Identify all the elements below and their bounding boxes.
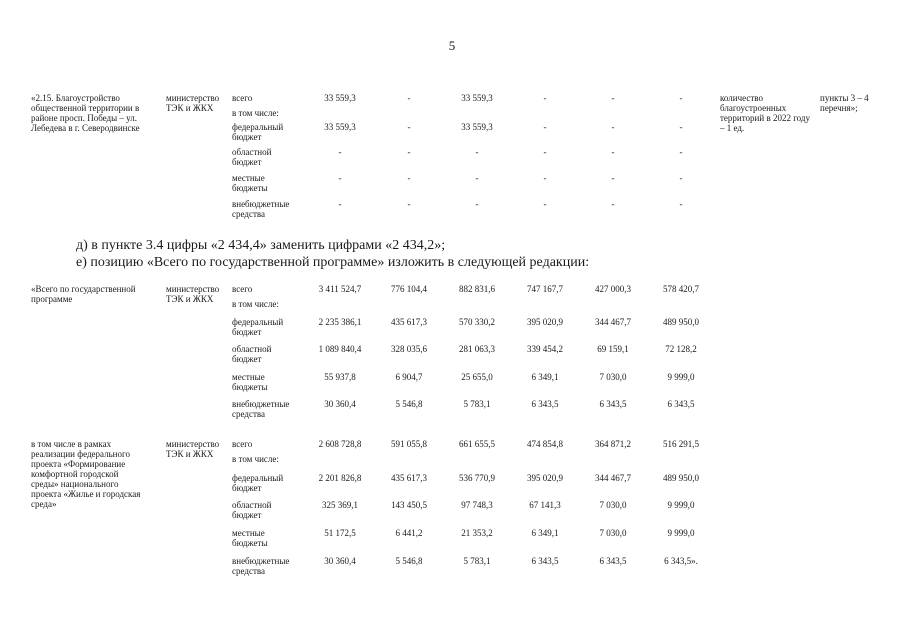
- page-number: 5: [448, 38, 456, 53]
- value-cell: 1 089 840,4: [318, 344, 362, 354]
- value-cell: 6 904,7: [395, 372, 423, 382]
- value-cell: -: [543, 147, 547, 157]
- value-cell: 5 783,1: [463, 399, 491, 409]
- funding-source: федеральный бюджет: [232, 473, 284, 493]
- table-row: [0, 556, 905, 576]
- value-cell: -: [475, 147, 479, 157]
- value-cell: 7 030,0: [599, 500, 627, 510]
- value-cell: 6 343,5: [599, 556, 627, 566]
- value-cell: 339 454,2: [527, 344, 563, 354]
- value-cell: 7 030,0: [599, 528, 627, 538]
- value-cell: 882 831,6: [459, 284, 495, 294]
- value-cell: 67 141,3: [529, 500, 561, 510]
- value-cell: -: [543, 93, 547, 103]
- value-cell: 435 617,3: [391, 317, 427, 327]
- table-row: [0, 399, 905, 419]
- funding-source: областной бюджет: [232, 344, 272, 364]
- value-cell: -: [407, 199, 411, 209]
- value-cell: 344 467,7: [595, 473, 631, 483]
- value-cell: 97 748,3: [461, 500, 493, 510]
- value-cell: -: [679, 199, 683, 209]
- value-cell: 30 360,4: [324, 556, 356, 566]
- table-row: [0, 199, 905, 219]
- value-cell: 51 172,5: [324, 528, 356, 538]
- funding-source: федеральный бюджет: [232, 317, 284, 337]
- value-cell: 6 349,1: [531, 372, 559, 382]
- position-name: «Всего по государственной программе: [31, 284, 136, 304]
- table-row: [0, 299, 905, 319]
- value-cell: 9 999,0: [667, 500, 695, 510]
- value-cell: 6 343,5».: [664, 556, 698, 566]
- value-cell: -: [611, 122, 615, 132]
- value-cell: 591 055,8: [391, 439, 427, 449]
- value-cell: 427 000,3: [595, 284, 631, 294]
- funding-source: местные бюджеты: [232, 173, 268, 193]
- value-cell: 9 999,0: [667, 528, 695, 538]
- funding-source: областной бюджет: [232, 147, 272, 167]
- value-cell: 395 020,9: [527, 473, 563, 483]
- value-cell: 776 104,4: [391, 284, 427, 294]
- funding-source: всего: [232, 439, 253, 449]
- table-row: [0, 317, 905, 337]
- value-cell: 9 999,0: [667, 372, 695, 382]
- value-cell: -: [338, 173, 342, 183]
- value-cell: -: [679, 93, 683, 103]
- value-cell: 69 159,1: [597, 344, 629, 354]
- table-row: [0, 454, 905, 474]
- value-cell: 72 128,2: [665, 344, 697, 354]
- value-cell: -: [543, 173, 547, 183]
- project-name: «2.15. Благоустройство общественной территории в районе просп. Победы – ул. Лебедева в г. Северодвинске: [31, 93, 140, 133]
- value-cell: -: [338, 199, 342, 209]
- value-cell: 6 343,5: [667, 399, 695, 409]
- value-cell: 435 617,3: [391, 473, 427, 483]
- value-cell: -: [475, 173, 479, 183]
- value-cell: 6 343,5: [531, 399, 559, 409]
- value-cell: 364 871,2: [595, 439, 631, 449]
- table-row: [0, 500, 905, 520]
- paragraph-e: е) позицию «Всего по государственной программе» изложить в следующей редакции:: [76, 255, 590, 270]
- value-cell: 2 608 728,8: [318, 439, 362, 449]
- table-row: [0, 173, 905, 193]
- value-cell: 489 950,0: [663, 473, 699, 483]
- value-cell: 536 770,9: [459, 473, 495, 483]
- value-cell: 55 937,8: [324, 372, 356, 382]
- value-cell: -: [611, 173, 615, 183]
- funding-source: внебюджетные средства: [232, 399, 290, 419]
- value-cell: 6 441,2: [395, 528, 423, 538]
- value-cell: 281 063,3: [459, 344, 495, 354]
- value-cell: -: [543, 199, 547, 209]
- result-indicator: количество благоустроенных территорий в 2022 году – 1 ед.: [720, 93, 810, 133]
- value-cell: 3 411 524,7: [318, 284, 362, 294]
- reference-points: пункты 3 – 4 перечня»;: [820, 93, 869, 113]
- value-cell: 5 546,8: [395, 399, 423, 409]
- value-cell: 2 201 826,8: [318, 473, 362, 483]
- funding-source: в том числе:: [232, 108, 279, 118]
- value-cell: 747 167,7: [527, 284, 563, 294]
- funding-source: внебюджетные средства: [232, 199, 290, 219]
- funding-source: областной бюджет: [232, 500, 272, 520]
- value-cell: -: [611, 199, 615, 209]
- value-cell: 33 559,3: [324, 93, 356, 103]
- value-cell: 30 360,4: [324, 399, 356, 409]
- value-cell: 325 369,1: [322, 500, 358, 510]
- value-cell: 2 235 386,1: [318, 317, 362, 327]
- funding-source: местные бюджеты: [232, 372, 268, 392]
- value-cell: 143 450,5: [391, 500, 427, 510]
- value-cell: -: [407, 147, 411, 157]
- value-cell: 6 343,5: [531, 556, 559, 566]
- value-cell: 5 783,1: [463, 556, 491, 566]
- value-cell: 33 559,3: [461, 122, 493, 132]
- funding-source: федеральный бюджет: [232, 122, 284, 142]
- table-row: [0, 122, 905, 142]
- value-cell: 578 420,7: [663, 284, 699, 294]
- value-cell: -: [611, 93, 615, 103]
- value-cell: 489 950,0: [663, 317, 699, 327]
- value-cell: 516 291,5: [663, 439, 699, 449]
- value-cell: -: [338, 147, 342, 157]
- table-row: [0, 147, 905, 167]
- value-cell: 395 020,9: [527, 317, 563, 327]
- funding-source: местные бюджеты: [232, 528, 268, 548]
- value-cell: 21 353,2: [461, 528, 493, 538]
- funding-source: в том числе:: [232, 454, 279, 464]
- executor-label: министерство ТЭК и ЖКХ: [166, 439, 220, 459]
- value-cell: -: [407, 93, 411, 103]
- value-cell: 6 343,5: [599, 399, 627, 409]
- funding-source: в том числе:: [232, 299, 279, 309]
- funding-source: всего: [232, 93, 253, 103]
- value-cell: -: [679, 122, 683, 132]
- value-cell: -: [475, 199, 479, 209]
- value-cell: 344 467,7: [595, 317, 631, 327]
- executor-label: министерство ТЭК и ЖКХ: [166, 284, 220, 304]
- value-cell: -: [679, 173, 683, 183]
- value-cell: 661 655,5: [459, 439, 495, 449]
- value-cell: 474 854,8: [527, 439, 563, 449]
- paragraph-d: д) в пункте 3.4 цифры «2 434,4» заменить цифрами «2 434,2»;: [76, 238, 446, 253]
- value-cell: 570 330,2: [459, 317, 495, 327]
- value-cell: 5 546,8: [395, 556, 423, 566]
- value-cell: -: [407, 173, 411, 183]
- value-cell: 33 559,3: [461, 93, 493, 103]
- position-name: в том числе в рамках реализации федерального проекта «Формирование комфортной городской среды» национального проекта «Жилье и городская среда»: [31, 439, 141, 509]
- table-row: [0, 344, 905, 364]
- executor-label: министерство ТЭК и ЖКХ: [166, 93, 220, 113]
- table-row: [0, 372, 905, 392]
- funding-source: внебюджетные средства: [232, 556, 290, 576]
- value-cell: 33 559,3: [324, 122, 356, 132]
- value-cell: 25 655,0: [461, 372, 493, 382]
- value-cell: 6 349,1: [531, 528, 559, 538]
- value-cell: -: [543, 122, 547, 132]
- table-row: [0, 528, 905, 548]
- value-cell: -: [611, 147, 615, 157]
- value-cell: 7 030,0: [599, 372, 627, 382]
- value-cell: 328 035,6: [391, 344, 427, 354]
- table-row: [0, 473, 905, 493]
- value-cell: -: [407, 122, 411, 132]
- funding-source: всего: [232, 284, 253, 294]
- value-cell: -: [679, 147, 683, 157]
